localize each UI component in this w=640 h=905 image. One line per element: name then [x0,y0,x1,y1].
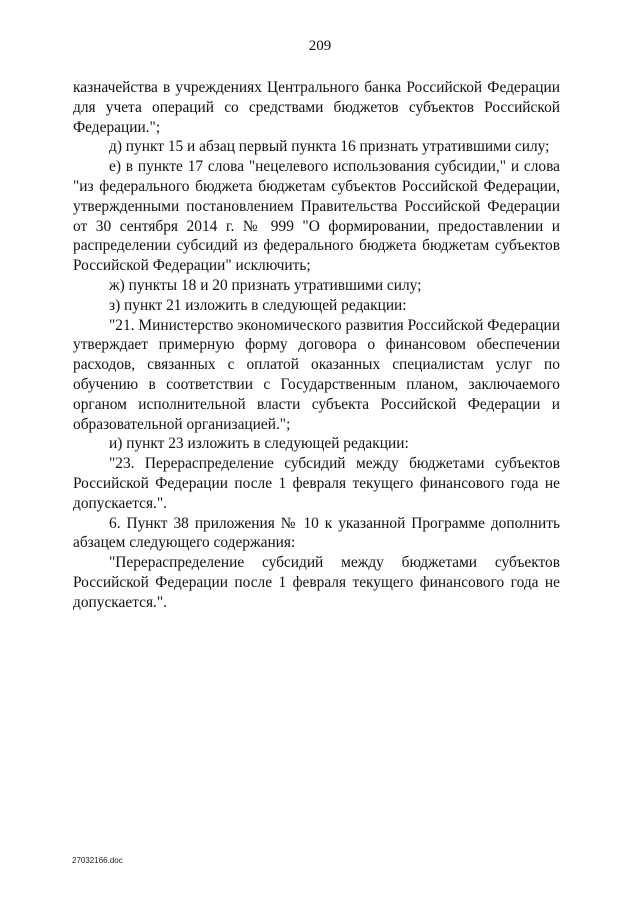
footer-filename: 27032166.doc [72,856,123,865]
paragraph-item-e: е) в пункте 17 слова "нецелевого использования субсидии," и слова "из федерального бюджета бюджетам субъектов Российской Федерации, утвержденными постановлением Правительства Российской Федерации от 30 сентября 2014 г. № 999 "О формировании, предоставлении и распределении субсидий из федерального бюджета бюджетам субъектов Российской Федерации" исключить; [73,158,560,275]
page-number: 209 [308,38,332,54]
document-body [73,78,560,613]
paragraph-item-i: и) пункт 23 изложить в следующей редакции: [109,435,409,453]
paragraph-item-6: 6. Пункт 38 приложения № 10 к указанной Программе дополнить абзацем следующего содержания: [73,514,560,552]
paragraph-new-text: "Перераспределение субсидий между бюджетами субъектов Российской Федерации после 1 февраля текущего финансового года не допускается.". [73,554,560,611]
paragraph-item-d: д) пункт 15 и абзац первый пункта 16 признать утратившими силу; [109,138,550,156]
paragraph-item-zh: ж) пункты 18 и 20 признать утратившими силу; [109,276,422,294]
paragraph-continuation: казначейства в учреждениях Центрального банка Российской Федерации для учета операций со средствами бюджетов субъектов Российской Федерации."; [73,79,560,136]
paragraph-point-21: "21. Министерство экономического развития Российской Федерации утверждает примерную форму договора о финансовом обеспечении расходов, связанных с оплатой оказанных специалистам услуг по обучению в соответствии с Государственным планом, заключаемого органом исполнительной власти субъекта Российской Федерации и образовательной организацией."; [73,316,560,433]
paragraph-item-z: з) пункт 21 изложить в следующей редакции: [109,296,407,314]
paragraph-point-23: "23. Перераспределение субсидий между бюджетами субъектов Российской Федерации после 1 февраля текущего финансового года не допускается.". [73,455,560,512]
